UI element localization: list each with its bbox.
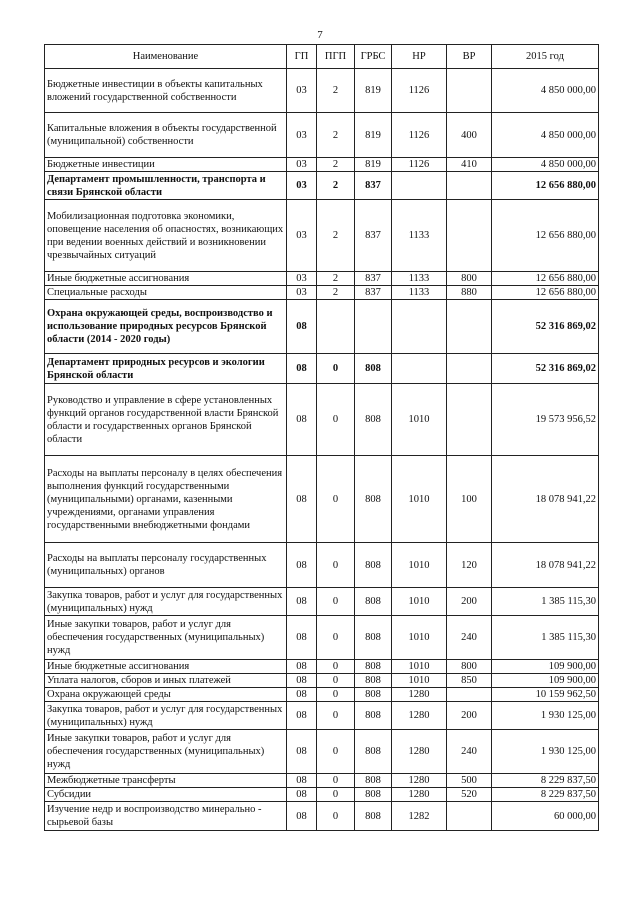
header-grbs: ГРБС [355, 45, 392, 69]
cell-name: Расходы на выплаты персоналу государственных (муниципальных) органов [45, 543, 287, 588]
cell-nr [392, 354, 447, 384]
cell-vr: 520 [447, 788, 492, 802]
cell-amount: 18 078 941,22 [492, 543, 599, 588]
cell-gp: 08 [287, 384, 317, 456]
cell-grbs: 819 [355, 113, 392, 158]
header-gp: ГП [287, 45, 317, 69]
table-row [45, 616, 599, 660]
cell-vr [447, 802, 492, 831]
cell-amount: 109 900,00 [492, 660, 599, 674]
cell-vr [447, 69, 492, 113]
table-row [45, 200, 599, 272]
cell-amount: 12 656 880,00 [492, 172, 599, 200]
cell-vr: 800 [447, 272, 492, 286]
table-row [45, 286, 599, 300]
cell-grbs: 837 [355, 272, 392, 286]
cell-grbs: 808 [355, 660, 392, 674]
cell-nr: 1126 [392, 113, 447, 158]
table-row [45, 158, 599, 172]
cell-amount: 60 000,00 [492, 802, 599, 831]
cell-pgp: 0 [317, 730, 355, 774]
cell-nr: 1280 [392, 702, 447, 730]
cell-amount: 52 316 869,02 [492, 300, 599, 354]
cell-nr: 1010 [392, 456, 447, 543]
cell-grbs: 837 [355, 286, 392, 300]
cell-grbs: 808 [355, 774, 392, 788]
cell-pgp: 2 [317, 286, 355, 300]
cell-gp: 03 [287, 69, 317, 113]
cell-name: Закупка товаров, работ и услуг для государственных (муниципальных) нужд [45, 702, 287, 730]
cell-name: Субсидии [45, 788, 287, 802]
cell-gp: 08 [287, 300, 317, 354]
cell-amount: 12 656 880,00 [492, 272, 599, 286]
cell-name: Охрана окружающей среды, воспроизводство и использование природных ресурсов Брянской области (2014 - 2020 годы) [45, 300, 287, 354]
cell-gp: 03 [287, 113, 317, 158]
table-row [45, 172, 599, 200]
cell-gp: 08 [287, 688, 317, 702]
cell-amount: 4 850 000,00 [492, 69, 599, 113]
cell-name: Расходы на выплаты персоналу в целях обеспечения выполнения функций государственными (муниципальными) органами, казенными учреждениями, органами управления государственными внебюджетными фондами [45, 456, 287, 543]
cell-nr: 1133 [392, 272, 447, 286]
cell-grbs: 808 [355, 616, 392, 660]
cell-gp: 08 [287, 702, 317, 730]
cell-nr: 1133 [392, 200, 447, 272]
cell-name: Бюджетные инвестиции [45, 158, 287, 172]
cell-grbs: 808 [355, 730, 392, 774]
cell-name: Иные бюджетные ассигнования [45, 272, 287, 286]
cell-nr [392, 300, 447, 354]
table-row [45, 730, 599, 774]
cell-pgp: 0 [317, 588, 355, 616]
cell-vr [447, 300, 492, 354]
table-row [45, 774, 599, 788]
cell-nr: 1010 [392, 543, 447, 588]
cell-name: Иные бюджетные ассигнования [45, 660, 287, 674]
cell-amount: 12 656 880,00 [492, 200, 599, 272]
table-body [45, 69, 599, 831]
cell-grbs: 808 [355, 588, 392, 616]
cell-vr [447, 200, 492, 272]
cell-amount: 109 900,00 [492, 674, 599, 688]
cell-name: Иные закупки товаров, работ и услуг для обеспечения государственных (муниципальных) нужд [45, 616, 287, 660]
cell-gp: 08 [287, 802, 317, 831]
table-row [45, 113, 599, 158]
header-amount: 2015 год [492, 45, 599, 69]
table-row [45, 788, 599, 802]
cell-nr: 1010 [392, 674, 447, 688]
cell-nr: 1282 [392, 802, 447, 831]
cell-nr: 1280 [392, 788, 447, 802]
cell-grbs: 808 [355, 543, 392, 588]
cell-nr: 1010 [392, 384, 447, 456]
cell-nr: 1280 [392, 688, 447, 702]
table-row [45, 674, 599, 688]
cell-name: Руководство и управление в сфере установленных функций органов государственной власти Брянской области и государственных органов Брянской области [45, 384, 287, 456]
cell-gp: 03 [287, 286, 317, 300]
table-row [45, 543, 599, 588]
cell-grbs: 808 [355, 802, 392, 831]
cell-grbs [355, 300, 392, 354]
cell-name: Уплата налогов, сборов и иных платежей [45, 674, 287, 688]
cell-gp: 08 [287, 543, 317, 588]
cell-vr: 120 [447, 543, 492, 588]
cell-amount: 1 930 125,00 [492, 702, 599, 730]
cell-name: Закупка товаров, работ и услуг для государственных (муниципальных) нужд [45, 588, 287, 616]
cell-amount: 1 385 115,30 [492, 616, 599, 660]
cell-vr [447, 354, 492, 384]
cell-grbs: 808 [355, 674, 392, 688]
cell-amount: 1 385 115,30 [492, 588, 599, 616]
cell-grbs: 808 [355, 384, 392, 456]
cell-name: Бюджетные инвестиции в объекты капитальных вложений государственной собственности [45, 69, 287, 113]
cell-gp: 03 [287, 200, 317, 272]
table-row [45, 802, 599, 831]
cell-gp: 08 [287, 774, 317, 788]
cell-nr: 1010 [392, 660, 447, 674]
cell-vr: 410 [447, 158, 492, 172]
cell-vr [447, 688, 492, 702]
cell-pgp: 2 [317, 172, 355, 200]
cell-gp: 03 [287, 172, 317, 200]
cell-vr: 100 [447, 456, 492, 543]
cell-pgp [317, 300, 355, 354]
cell-amount: 8 229 837,50 [492, 774, 599, 788]
table-row [45, 688, 599, 702]
cell-name: Капитальные вложения в объекты государственной (муниципальной) собственности [45, 113, 287, 158]
cell-pgp: 2 [317, 113, 355, 158]
cell-pgp: 0 [317, 543, 355, 588]
cell-pgp: 2 [317, 200, 355, 272]
cell-vr: 500 [447, 774, 492, 788]
cell-amount: 1 930 125,00 [492, 730, 599, 774]
cell-gp: 08 [287, 674, 317, 688]
cell-nr: 1010 [392, 588, 447, 616]
cell-gp: 03 [287, 158, 317, 172]
cell-amount: 52 316 869,02 [492, 354, 599, 384]
cell-nr: 1010 [392, 616, 447, 660]
cell-amount: 19 573 956,52 [492, 384, 599, 456]
cell-vr: 240 [447, 730, 492, 774]
table-row [45, 300, 599, 354]
cell-name: Охрана окружающей среды [45, 688, 287, 702]
header-pgp: ПГП [317, 45, 355, 69]
cell-name: Изучение недр и воспроизводство минерально - сырьевой базы [45, 802, 287, 831]
cell-gp: 08 [287, 660, 317, 674]
table-row [45, 660, 599, 674]
cell-amount: 4 850 000,00 [492, 113, 599, 158]
cell-gp: 08 [287, 788, 317, 802]
header-row [45, 45, 599, 69]
header-nr: НР [392, 45, 447, 69]
cell-nr: 1126 [392, 158, 447, 172]
cell-pgp: 2 [317, 272, 355, 286]
table-row [45, 456, 599, 543]
cell-pgp: 0 [317, 774, 355, 788]
cell-amount: 8 229 837,50 [492, 788, 599, 802]
cell-pgp: 0 [317, 688, 355, 702]
cell-grbs: 837 [355, 200, 392, 272]
cell-name: Департамент природных ресурсов и экологии Брянской области [45, 354, 287, 384]
cell-pgp: 0 [317, 456, 355, 543]
cell-pgp: 0 [317, 616, 355, 660]
table-row [45, 69, 599, 113]
cell-vr: 240 [447, 616, 492, 660]
cell-name: Специальные расходы [45, 286, 287, 300]
cell-vr: 800 [447, 660, 492, 674]
cell-pgp: 0 [317, 660, 355, 674]
budget-table [44, 44, 599, 831]
cell-vr: 200 [447, 702, 492, 730]
table-row [45, 588, 599, 616]
cell-gp: 08 [287, 588, 317, 616]
cell-name: Межбюджетные трансферты [45, 774, 287, 788]
cell-pgp: 0 [317, 384, 355, 456]
cell-pgp: 0 [317, 802, 355, 831]
cell-gp: 08 [287, 354, 317, 384]
cell-pgp: 0 [317, 788, 355, 802]
cell-vr: 200 [447, 588, 492, 616]
cell-name: Мобилизационная подготовка экономики, оповещение населения об опасностях, возникающих при ведении военных действий и возникновении чрезвычайных ситуаций [45, 200, 287, 272]
cell-amount: 10 159 962,50 [492, 688, 599, 702]
cell-pgp: 0 [317, 702, 355, 730]
cell-pgp: 0 [317, 354, 355, 384]
cell-gp: 08 [287, 456, 317, 543]
header-name: Наименование [45, 45, 287, 69]
cell-grbs: 808 [355, 456, 392, 543]
cell-grbs: 808 [355, 354, 392, 384]
cell-vr [447, 384, 492, 456]
cell-grbs: 808 [355, 702, 392, 730]
page-number: 7 [317, 29, 323, 41]
cell-grbs: 819 [355, 158, 392, 172]
cell-nr: 1133 [392, 286, 447, 300]
cell-nr: 1126 [392, 69, 447, 113]
table-row [45, 272, 599, 286]
header-vr: ВР [447, 45, 492, 69]
cell-amount: 12 656 880,00 [492, 286, 599, 300]
table-row [45, 354, 599, 384]
cell-nr: 1280 [392, 774, 447, 788]
cell-grbs: 808 [355, 688, 392, 702]
table-row [45, 384, 599, 456]
cell-grbs: 808 [355, 788, 392, 802]
cell-pgp: 2 [317, 158, 355, 172]
cell-amount: 4 850 000,00 [492, 158, 599, 172]
cell-gp: 08 [287, 616, 317, 660]
cell-nr: 1280 [392, 730, 447, 774]
cell-vr: 400 [447, 113, 492, 158]
cell-gp: 03 [287, 272, 317, 286]
table-row [45, 702, 599, 730]
cell-gp: 08 [287, 730, 317, 774]
cell-grbs: 837 [355, 172, 392, 200]
cell-amount: 18 078 941,22 [492, 456, 599, 543]
cell-vr: 880 [447, 286, 492, 300]
cell-name: Департамент промышленности, транспорта и связи Брянской области [45, 172, 287, 200]
cell-vr: 850 [447, 674, 492, 688]
cell-nr [392, 172, 447, 200]
cell-pgp: 0 [317, 674, 355, 688]
cell-pgp: 2 [317, 69, 355, 113]
cell-name: Иные закупки товаров, работ и услуг для обеспечения государственных (муниципальных) нужд [45, 730, 287, 774]
cell-vr [447, 172, 492, 200]
cell-grbs: 819 [355, 69, 392, 113]
